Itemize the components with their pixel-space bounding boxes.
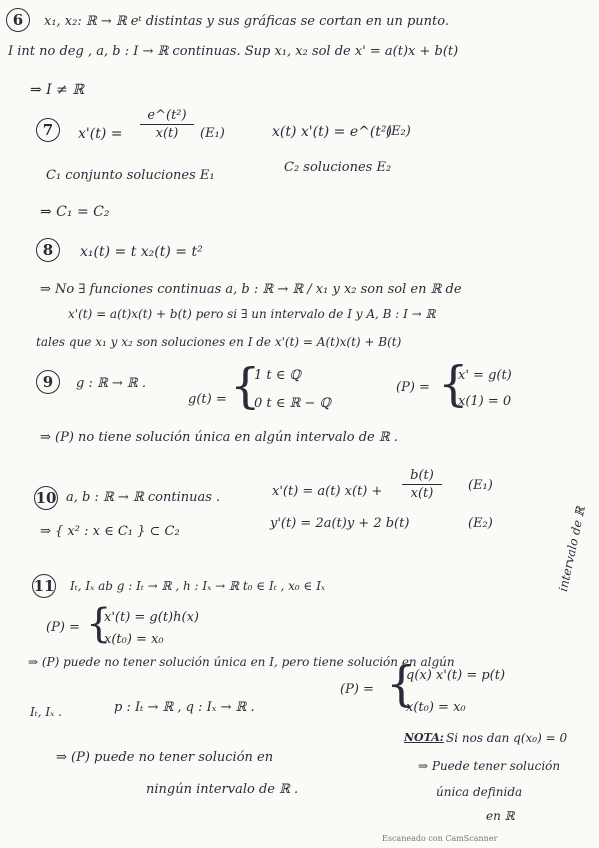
item-number-7: 7 — [36, 118, 60, 142]
item10-eq1-denominator: x(t) — [410, 486, 434, 501]
item7-eq2: x(t) x'(t) = e^(t²) — [272, 124, 392, 140]
item7-eq1-tag: (E₁) — [200, 126, 225, 141]
item10-eq2-tag: (E₂) — [468, 516, 493, 531]
item8-line2: ⇒ No ∃ funciones continuas a, b : ℝ → ℝ / x₁ y x₂ son sol en ℝ de — [40, 282, 462, 297]
item9-p-label: (P) = — [396, 380, 430, 395]
item9-g-function: g(t) = — [188, 392, 227, 407]
item9-g-definition: g : ℝ → ℝ . — [76, 376, 146, 391]
item11-mappings: p : Iₜ → ℝ , q : Iₓ → ℝ . — [114, 700, 255, 715]
item10-eq1-tag: (E₁) — [468, 478, 493, 493]
item11-p2-brace: { — [386, 656, 417, 712]
item-number-11: 11 — [32, 574, 56, 598]
scanner-footer: Escaneado con CamScanner — [382, 834, 498, 843]
item7-eq1-numerator: e^(t²) — [147, 108, 187, 123]
item11-p-case1: x'(t) = g(t)h(x) — [104, 610, 199, 625]
item7-conclusion: ⇒ C₁ = C₂ — [40, 204, 110, 220]
item-number-9: 9 — [36, 370, 60, 394]
item7-eq1-denominator: x(t) — [155, 126, 179, 141]
item11-line5: ⇒ (P) puede no tener solución en — [56, 750, 274, 765]
item10-eq1-lhs: x'(t) = a(t) x(t) + — [272, 484, 383, 499]
item10-line1: a, b : ℝ → ℝ continuas . — [66, 490, 221, 505]
item11-p2-case1: q(x) x'(t) = p(t) — [406, 668, 506, 683]
nota-continuation-1: ⇒ Puede tener solución — [418, 759, 561, 773]
item10-eq1-fraction — [402, 468, 442, 501]
item9-g-case2: 0 t ∈ ℝ − ℚ — [254, 396, 331, 411]
item11-p2-label: (P) = — [340, 682, 374, 697]
item7-c2-definition: C₂ soluciones E₂ — [284, 160, 392, 175]
item11-p2-case2: x(t₀) = x₀ — [406, 700, 466, 715]
item11-p-brace: { — [86, 601, 112, 647]
item11-p-label: (P) = — [46, 620, 80, 635]
nota-label: NOTA: — [404, 731, 444, 744]
item9-p-case2: x(1) = 0 — [458, 394, 512, 409]
item11-sets: Iₜ, Iₓ . — [30, 705, 62, 719]
nota-continuation-2: única definida — [436, 785, 523, 799]
item11-line1: Iₜ, Iₓ ab g : Iₜ → ℝ , h : Iₓ → ℝ t₀ ∈ Iₜ , x₀ ∈ Iₓ — [70, 579, 326, 593]
item7-eq1-lhs: x'(t) = — [78, 126, 123, 142]
item-number-10: 10 — [34, 486, 58, 510]
item-number-6: 6 — [6, 8, 30, 32]
item9-p-brace: { — [438, 356, 469, 412]
item8-line3: x'(t) = a(t)x(t) + b(t) pero si ∃ un intervalo de I y A, B : I → ℝ — [68, 307, 436, 321]
item11-side-note: intervalo de ℝ — [556, 505, 588, 593]
item11-p-case2: x(t₀) = x₀ — [104, 632, 164, 647]
item7-eq1-fraction — [140, 108, 194, 141]
item-number-8: 8 — [36, 238, 60, 262]
item6-line1: x₁, x₂: ℝ → ℝ eᵗ distintas y sus gráficas se cortan en un punto. — [44, 14, 449, 29]
item11-line6: ningún intervalo de ℝ . — [146, 782, 299, 797]
nota-text: Si nos dan q(x₀) = 0 — [446, 731, 568, 745]
item6-line2: I int no deg , a, b : I → ℝ continuas. Sup x₁, x₂ sol de x' = a(t)x + b(t) — [8, 44, 459, 59]
item7-eq2-tag: (E₂) — [386, 124, 411, 139]
item8-line4: tales que x₁ y x₂ son soluciones en I de x'(t) = A(t)x(t) + B(t) — [36, 335, 402, 349]
item9-g-brace: { — [230, 358, 261, 414]
item10-inclusion: ⇒ { x² : x ∈ C₁ } ⊂ C₂ — [40, 524, 180, 539]
item9-conclusion: ⇒ (P) no tiene solución única en algún intervalo de ℝ . — [40, 430, 398, 445]
item9-g-case1: 1 t ∈ ℚ — [254, 368, 301, 383]
item10-eq1-numerator: b(t) — [410, 468, 434, 483]
item9-p-case1: x' = g(t) — [458, 368, 512, 383]
item6-conclusion: ⇒ I ≠ ℝ — [30, 82, 84, 98]
item11-line3: ⇒ (P) puede no tener solución única en I, pero tiene solución en algún — [28, 655, 455, 669]
item8-functions: x₁(t) = t x₂(t) = t² — [80, 244, 203, 260]
nota-continuation-3: en ℝ — [486, 809, 515, 823]
item10-eq2: y'(t) = 2a(t)y + 2 b(t) — [270, 516, 410, 531]
item7-c1-definition: C₁ conjunto soluciones E₁ — [46, 168, 215, 183]
